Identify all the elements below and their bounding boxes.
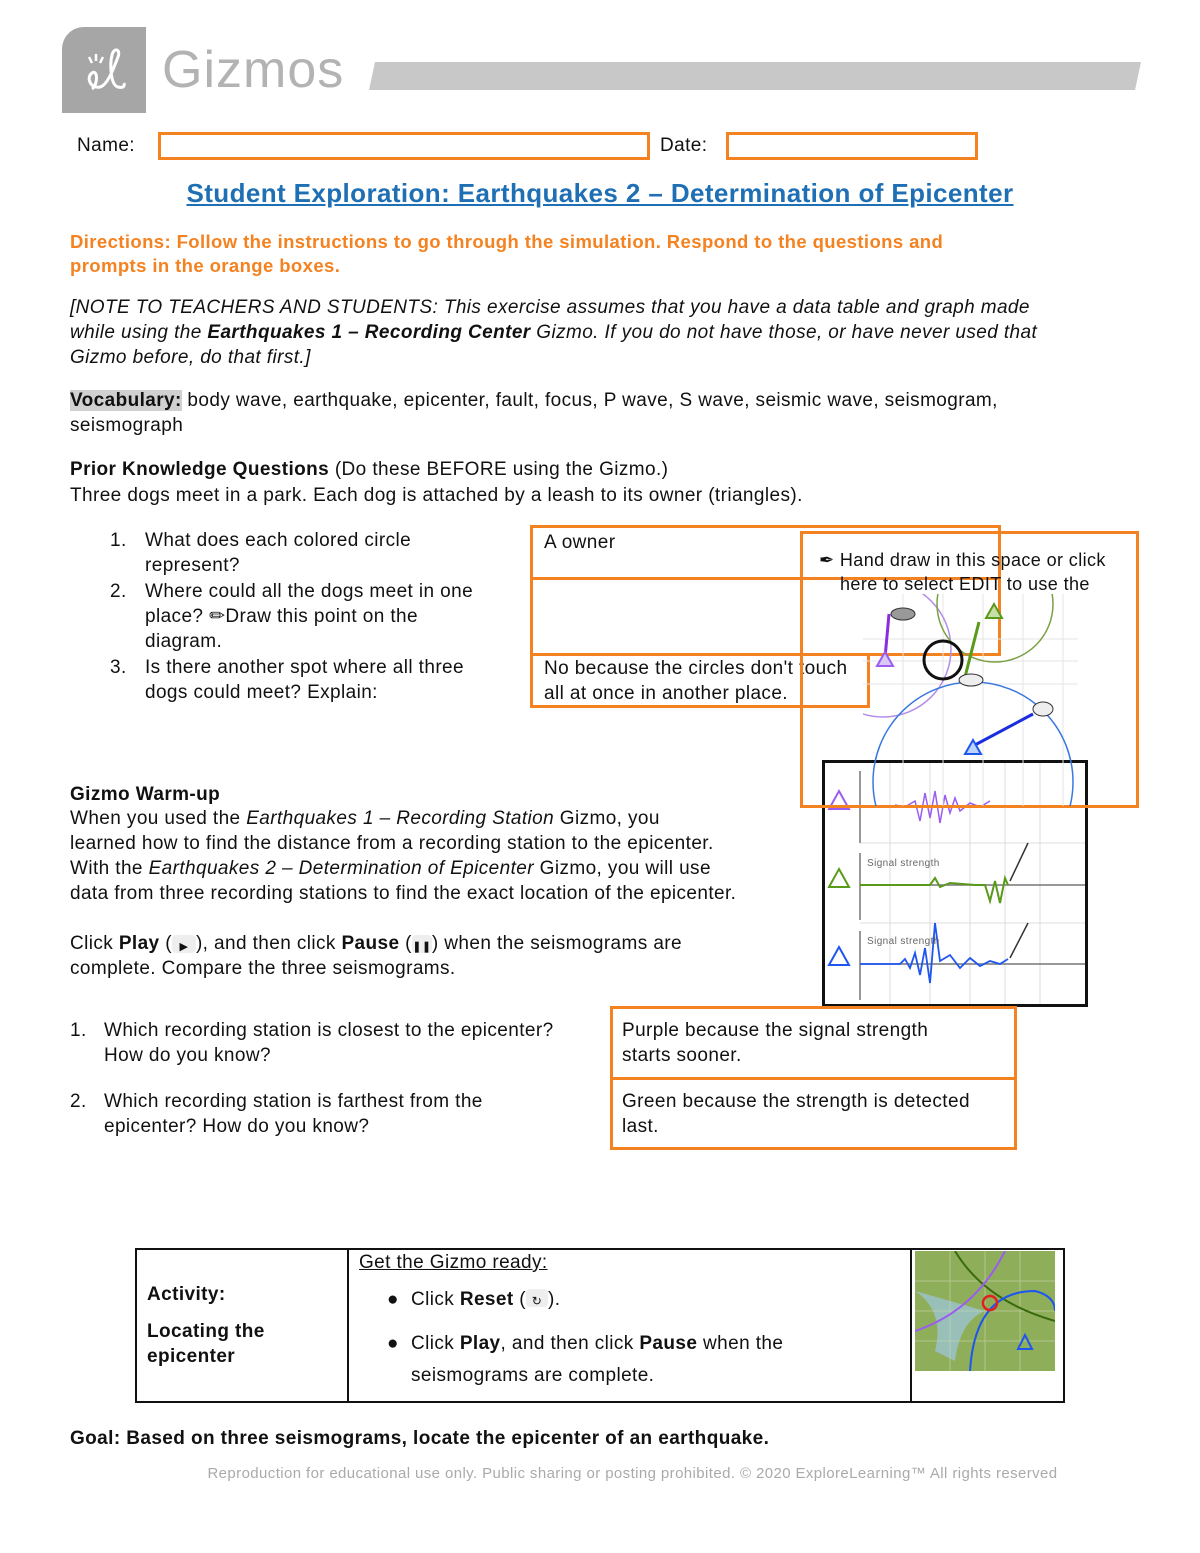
warmup-answer-2[interactable] [610, 1077, 1017, 1150]
footer: Reproduction for educational use only. Public sharing or posting prohibited. © 2020 ExploreLearning™ All rights reserved [207, 1465, 1058, 1482]
answer-text: last. [622, 1116, 659, 1137]
directions-line-1: Directions: Follow the instructions to go through the simulation. Respond to the questions and [70, 231, 944, 252]
owner-b-icon [986, 604, 1002, 618]
dog-icon [959, 674, 983, 686]
goal: Goal: Based on three seismograms, locate the epicenter of an earthquake. [70, 1428, 770, 1449]
step-reset: ● Click Reset ( ↻ ). [387, 1289, 561, 1310]
name-field[interactable] [158, 132, 650, 160]
get-ready-heading: Get the Gizmo ready: [359, 1252, 548, 1273]
prior-heading: Prior Knowledge Questions (Do these BEFORE using the Gizmo.) [70, 459, 669, 480]
epicenter-map-image [915, 1251, 1055, 1371]
reset-icon: ↻ [526, 1289, 548, 1307]
draw-hint-line-1: ✒ Hand draw in this space or click [819, 550, 1106, 570]
question-text: How do you know? [104, 1045, 271, 1066]
question-text: Which recording station is closest to the epicenter? [104, 1020, 554, 1041]
warmup-text: learned how to find the distance from a recording station to the epicenter. [70, 833, 714, 854]
station-b-icon [829, 869, 849, 887]
activity-name: epicenter [147, 1346, 236, 1367]
step-play: ● Click Play, and then click Pause when the [387, 1333, 784, 1354]
question-text: Which recording station is farthest from the [104, 1091, 483, 1112]
question-text: place? ✏Draw this point on the [145, 606, 418, 627]
answer-text: all at once in another place. [544, 683, 788, 704]
play-pause-instruction: Click Play ( ▶ ), and then click Pause (❚❚) when the seismograms are [70, 933, 682, 954]
answer-text: starts sooner. [622, 1045, 742, 1066]
station-c-icon [829, 947, 849, 965]
question-text: Is there another spot where all three [145, 657, 464, 678]
answer-text: No because the circles don't touch [544, 658, 848, 679]
question-number: 1. [110, 530, 127, 551]
warmup-text: complete. Compare the three seismograms. [70, 958, 456, 979]
note-line-1: [NOTE TO TEACHERS AND STUDENTS: This exercise assumes that you have a data table and graph made [70, 297, 1030, 318]
pause-icon: ❚❚ [412, 935, 432, 953]
draw-hint-line-2: here to select EDIT to use the [840, 574, 1090, 594]
activity-label-cell [136, 1249, 348, 1402]
header-bar [369, 62, 1141, 90]
answer-text: Green because the strength is detected [622, 1091, 970, 1112]
question-number: 3. [110, 657, 127, 678]
warmup-text: data from three recording stations to find the exact location of the epicenter. [70, 883, 737, 904]
question-text: dogs could meet? Explain: [145, 682, 378, 703]
warmup-text: When you used the Earthquakes 1 – Recording Station Gizmo, you [70, 808, 660, 829]
activity-steps-cell [348, 1249, 911, 1402]
explorelearning-logo [62, 27, 146, 113]
question-text: What does each colored circle [145, 530, 412, 551]
activity-label: Activity: [147, 1284, 226, 1305]
note-line-3: Gizmo before, do that first.] [70, 347, 311, 368]
prior-intro: Three dogs meet in a park. Each dog is attached by a leash to its owner (triangles). [70, 485, 803, 506]
owner-a-icon [877, 652, 893, 666]
drawing-area[interactable] [800, 531, 1139, 808]
answer-text: A owner [544, 532, 616, 553]
warmup-text: With the Earthquakes 2 – Determination of Epicenter Gizmo, you will use [70, 858, 711, 879]
vocabulary-line-2: seismograph [70, 415, 184, 436]
activity-table [135, 1248, 1065, 1403]
dog-icon [1033, 702, 1053, 716]
vocabulary: Vocabulary: body wave, earthquake, epicenter, fault, focus, P wave, S wave, seismic wave, seismogram, [70, 390, 998, 411]
question-text: Where could all the dogs meet in one [145, 581, 474, 602]
question-text: represent? [145, 555, 240, 576]
play-icon: ▶ [172, 935, 196, 953]
signal-strength-label: Signal strength [867, 936, 940, 947]
signal-strength-label: Signal strength [867, 858, 940, 869]
date-field[interactable] [726, 132, 978, 160]
question-number: 1. [70, 1020, 87, 1041]
warmup-answer-1[interactable] [610, 1006, 1017, 1080]
page-title[interactable]: Student Exploration: Earthquakes 2 – Determination of Epicenter [186, 178, 1014, 208]
note-line-2: while using the Earthquakes 1 – Recording Center Gizmo. If you do not have those, or have never used that [70, 322, 1038, 343]
step-play-cont: seismograms are complete. [411, 1365, 655, 1386]
dogs-diagram [863, 594, 1083, 806]
question-number: 2. [70, 1091, 87, 1112]
question-number: 2. [110, 581, 127, 602]
date-label: Date: [660, 135, 708, 156]
brand-name: Gizmos [162, 41, 345, 99]
question-text: epicenter? How do you know? [104, 1116, 370, 1137]
warmup-heading: Gizmo Warm-up [70, 784, 221, 805]
dog-icon [891, 608, 915, 620]
answer-text: Purple because the signal strength [622, 1020, 929, 1041]
name-label: Name: [77, 135, 135, 156]
activity-image-cell [911, 1249, 1064, 1402]
question-text: diagram. [145, 631, 223, 652]
directions-line-2: prompts in the orange boxes. [70, 255, 341, 276]
activity-name: Locating the [147, 1321, 265, 1342]
